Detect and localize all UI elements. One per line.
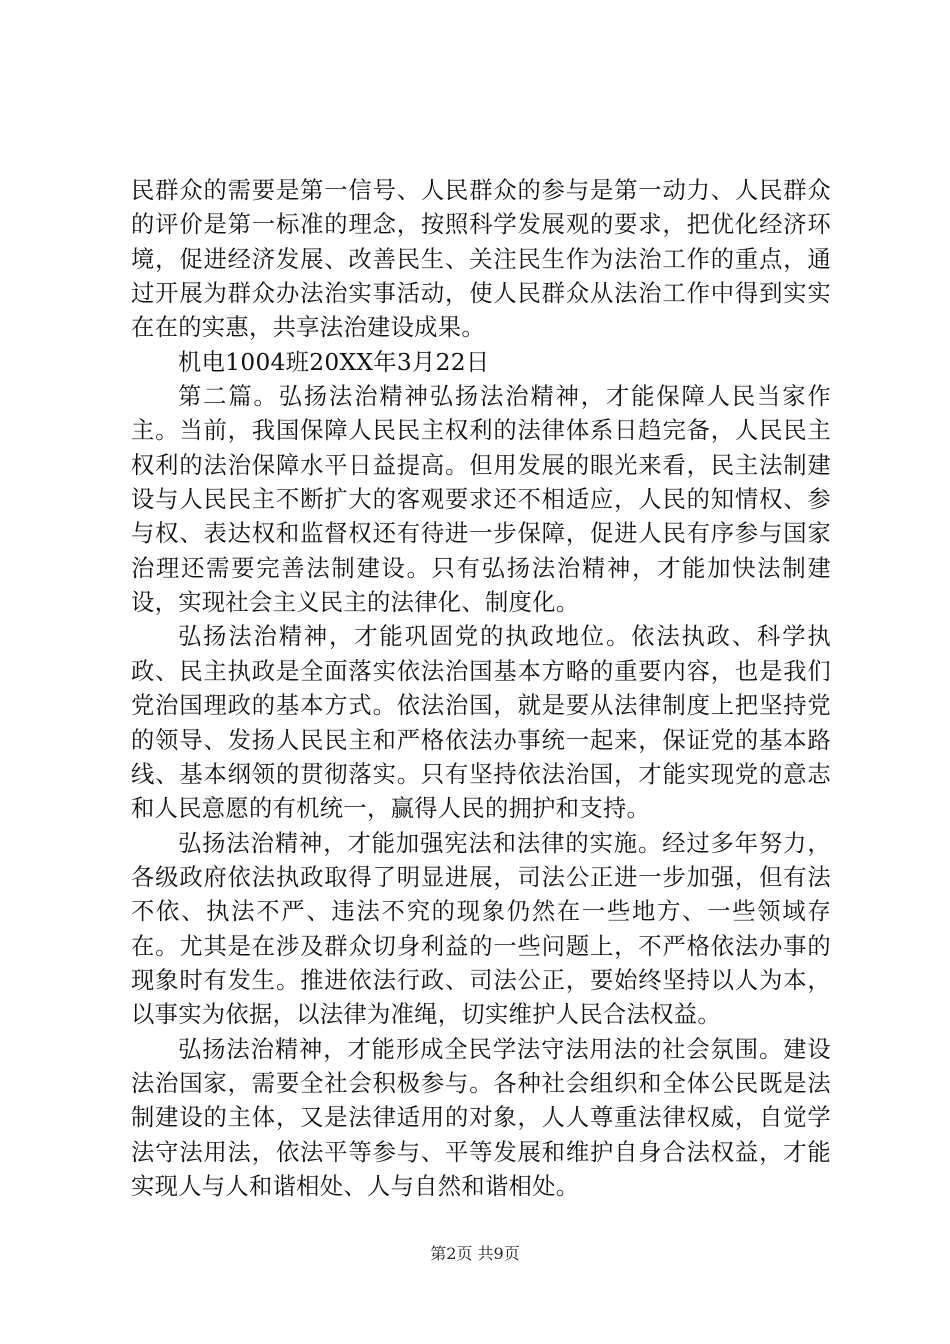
paragraph-6: 弘扬法治精神，才能形成全民学法守法用法的社会氛围。建设法治国家，需要全社会积极参与。各种社会组织和全体公民既是法制建设的主体，又是法律适用的对象，人人尊重法律权威，自觉学法守法用法，依法平等参与、平等发展和维护自身合法权益，才能实现人与人和谐相处、人与自然和谐相处。 [131, 1035, 831, 1200]
paragraph-3: 第二篇。弘扬法治精神弘扬法治精神，才能保障人民当家作主。当前，我国保障人民民主权利的法律体系日趋完备，人民民主权利的法治保障水平日益提高。但用发展的眼光来看，民主法制建设与人民民主不断扩大的客观要求还不相适应，人民的知情权、参与权、表达权和监督权还有待进一步保障，促进人民有序参与国家治理还需要完善法制建设。只有弘扬法治精神，才能加快法制建设，实现社会主义民主的法律化、制度化。 [131, 383, 831, 617]
paragraph-2-signature-date: 机电1004班20XX年3月22日 [178, 348, 490, 376]
paragraph-1: 民群众的需要是第一信号、人民群众的参与是第一动力、人民群众的评价是第一标准的理念，按照科学发展观的要求，把优化经济环境，促进经济发展、改善民生、关注民生作为法治工作的重点，通过开展为群众办法治实事活动，使人民群众从法治工作中得到实实在在的实惠，共享法治建设成果。 [131, 177, 831, 342]
page-footer: 第2页 共9页 [430, 1244, 520, 1263]
paragraph-5: 弘扬法治精神，才能加强宪法和法律的实施。经过多年努力，各级政府依法执政取得了明显进展，司法公正进一步加强，但有法不依、执法不严、违法不究的现象仍然在一些地方、一些领域存在。尤其是在涉及群众切身利益的一些问题上，不严格依法办事的现象时有发生。推进依法行政、司法公正，要始终坚持以人为本，以事实为依据，以法律为准绳，切实维护人民合法权益。 [131, 829, 831, 1029]
document-body [131, 174, 831, 1204]
paragraph-4: 弘扬法治精神，才能巩固党的执政地位。依法执政、科学执政、民主执政是全面落实依法治国基本方略的重要内容，也是我们党治国理政的基本方式。依法治国，就是要从法律制度上把坚持党的领导、发扬人民民主和严格依法办事统一起来，保证党的基本路线、基本纲领的贯彻落实。只有坚持依法治国，才能实现党的意志和人民意愿的有机统一，赢得人民的拥护和支持。 [131, 623, 831, 823]
